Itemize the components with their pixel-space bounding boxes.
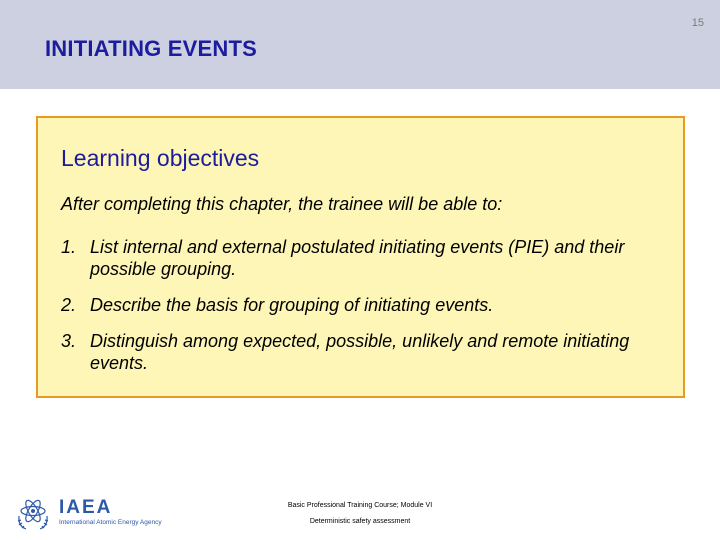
objective-item: [61, 236, 671, 280]
atom-emblem-icon: [14, 494, 52, 532]
slide-header: [0, 0, 720, 89]
objective-number: 2.: [61, 295, 77, 315]
footer-course: Basic Professional Training Course; Module VI: [287, 502, 433, 509]
objectives-list: [61, 236, 671, 388]
footer-module: Deterministic safety assessment: [309, 518, 411, 525]
objective-item: [61, 330, 671, 374]
logo-tagline: International Atomic Energy Agency: [59, 519, 162, 526]
objective-text: Distinguish among expected, possible, unlikely and remote initiating events.: [90, 331, 630, 373]
objective-item: [61, 294, 671, 316]
page-number: 15: [691, 17, 704, 29]
objective-number: 3.: [61, 331, 77, 351]
objective-text: List internal and external postulated initiating events (PIE) and their possible grouping.: [90, 237, 625, 279]
learning-objectives-box: [36, 116, 685, 398]
slide-title: INITIATING EVENTS: [45, 36, 258, 61]
objective-number: 1.: [61, 237, 77, 257]
objective-text: Describe the basis for grouping of initiating events.: [90, 295, 494, 315]
objectives-intro: After completing this chapter, the trainee will be able to:: [61, 194, 503, 214]
logo-wordmark: IAEA: [59, 497, 113, 518]
objectives-heading: Learning objectives: [61, 145, 260, 171]
